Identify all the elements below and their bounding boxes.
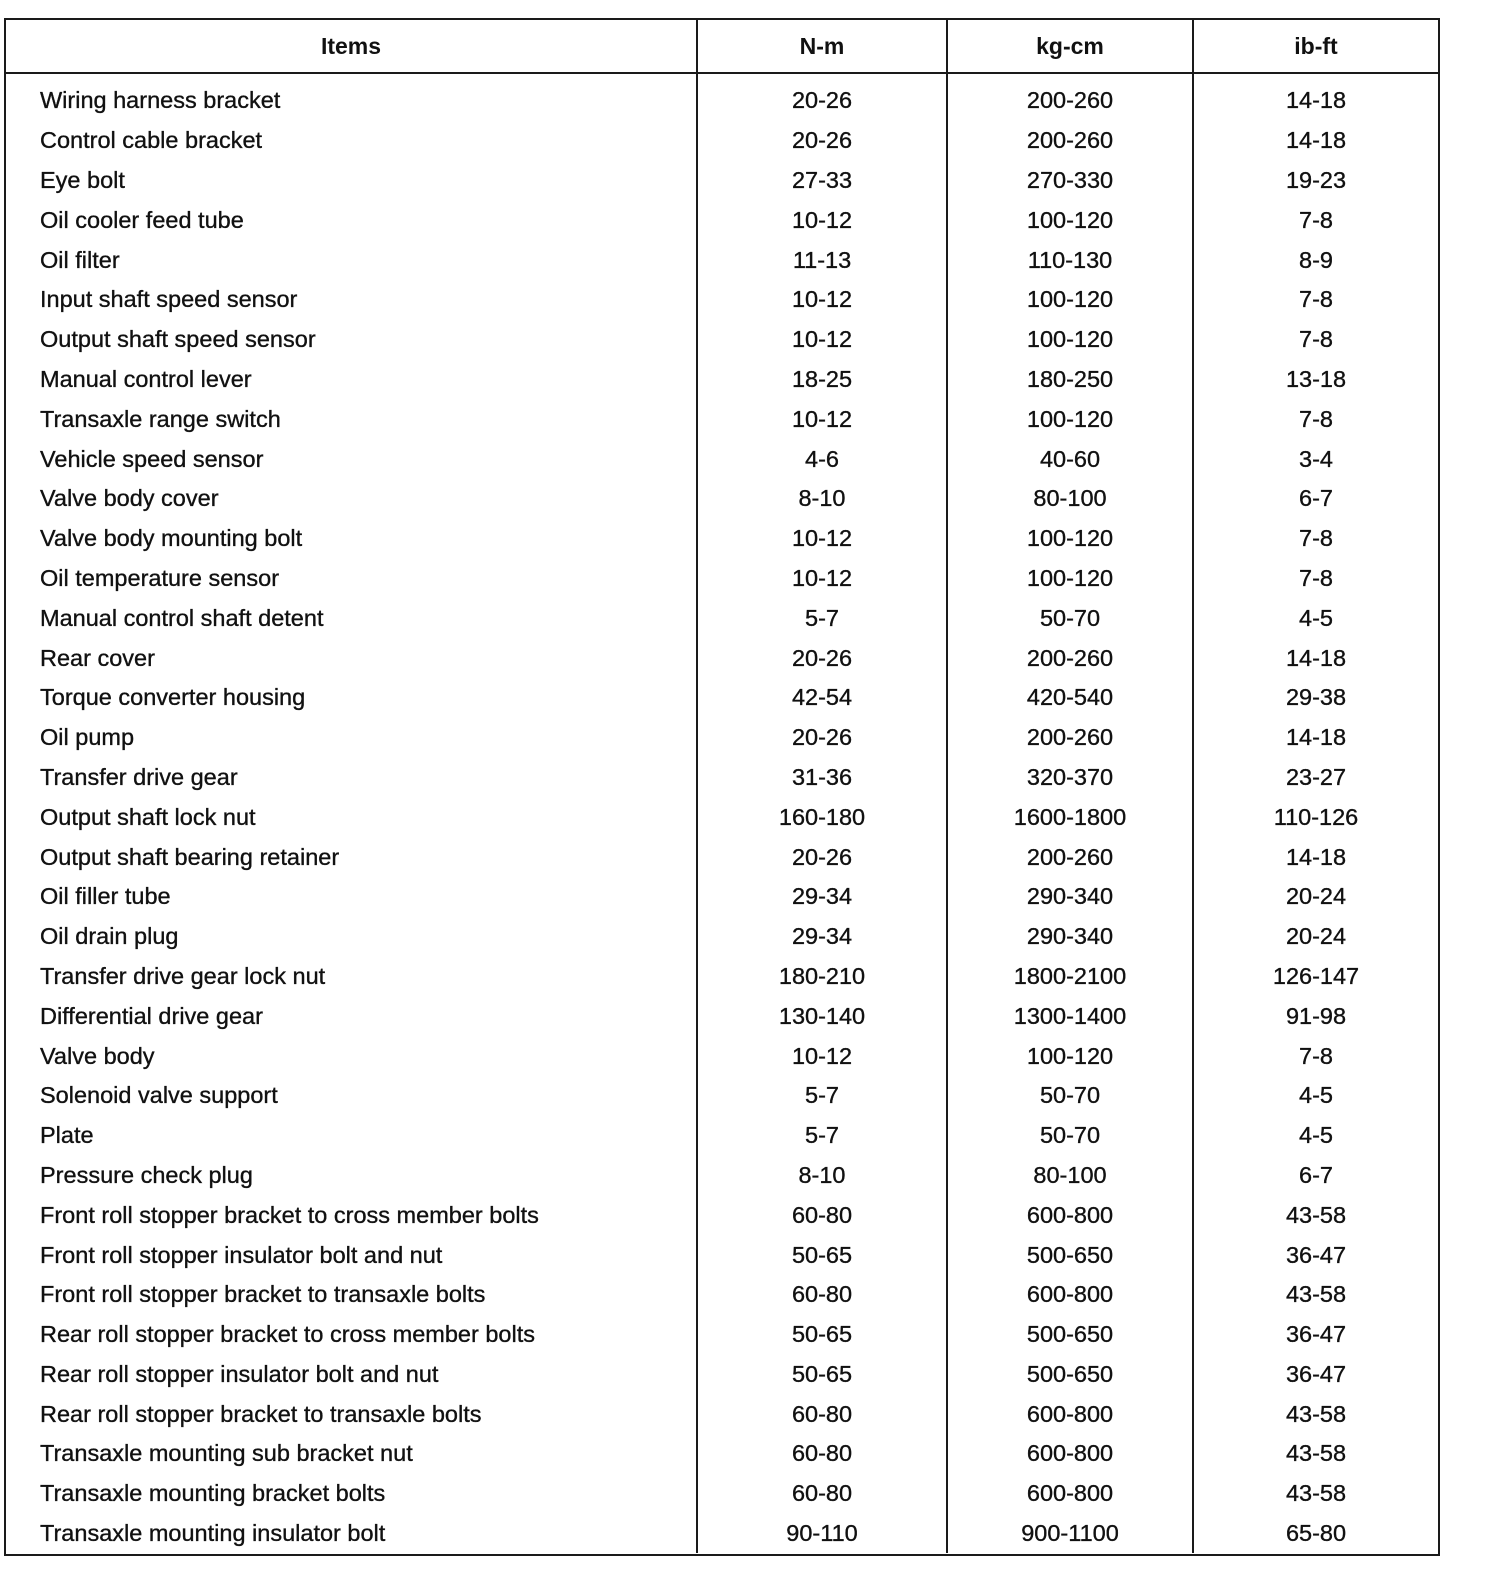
table-row bbox=[6, 161, 1438, 201]
cell-kg-cm: 320-370 bbox=[947, 758, 1193, 798]
cell-n-m: 5-7 bbox=[697, 1076, 947, 1116]
table-row bbox=[6, 1355, 1438, 1395]
cell-item: Transaxle range switch bbox=[40, 405, 281, 432]
cell-item: Transaxle mounting sub bracket nut bbox=[40, 1440, 413, 1467]
cell-kg-cm: 40-60 bbox=[947, 439, 1193, 479]
table-row bbox=[6, 917, 1438, 957]
cell-lb-ft: 43-58 bbox=[1193, 1195, 1438, 1235]
cell-n-m: 60-80 bbox=[697, 1474, 947, 1514]
cell-lb-ft: 29-38 bbox=[1193, 678, 1438, 718]
table-row bbox=[6, 479, 1438, 519]
cell-item: Output shaft lock nut bbox=[40, 803, 256, 830]
table-row bbox=[6, 1474, 1438, 1514]
cell-kg-cm: 500-650 bbox=[947, 1315, 1193, 1355]
table-row bbox=[6, 240, 1438, 280]
cell-n-m: 130-140 bbox=[697, 996, 947, 1036]
cell-kg-cm: 290-340 bbox=[947, 877, 1193, 917]
cell-kg-cm: 900-1100 bbox=[947, 1514, 1193, 1554]
cell-item: Rear roll stopper insulator bolt and nut bbox=[40, 1360, 439, 1387]
cell-lb-ft: 7-8 bbox=[1193, 519, 1438, 559]
cell-item: Rear roll stopper bracket to cross member bolts bbox=[40, 1321, 535, 1348]
cell-kg-cm: 1300-1400 bbox=[947, 996, 1193, 1036]
cell-n-m: 20-26 bbox=[697, 121, 947, 161]
cell-lb-ft: 6-7 bbox=[1193, 479, 1438, 519]
cell-item: Input shaft speed sensor bbox=[40, 286, 298, 313]
cell-lb-ft: 6-7 bbox=[1193, 1156, 1438, 1196]
cell-n-m: 60-80 bbox=[697, 1195, 947, 1235]
cell-n-m: 27-33 bbox=[697, 161, 947, 201]
cell-item: Control cable bracket bbox=[40, 127, 263, 154]
cell-lb-ft: 14-18 bbox=[1193, 837, 1438, 877]
cell-n-m: 5-7 bbox=[697, 1116, 947, 1156]
cell-kg-cm: 50-70 bbox=[947, 1116, 1193, 1156]
table-row bbox=[6, 1156, 1438, 1196]
cell-item: Wiring harness bracket bbox=[40, 87, 281, 114]
table-row bbox=[6, 439, 1438, 479]
cell-n-m: 8-10 bbox=[697, 1156, 947, 1196]
table-row bbox=[6, 519, 1438, 559]
cell-item: Valve body cover bbox=[40, 485, 219, 512]
cell-n-m: 180-210 bbox=[697, 957, 947, 997]
cell-n-m: 10-12 bbox=[697, 399, 947, 439]
table-row bbox=[6, 996, 1438, 1036]
cell-lb-ft: 14-18 bbox=[1193, 718, 1438, 758]
cell-item: Oil filter bbox=[40, 246, 120, 273]
cell-kg-cm: 600-800 bbox=[947, 1394, 1193, 1434]
cell-item: Pressure check plug bbox=[40, 1161, 253, 1188]
cell-lb-ft: 7-8 bbox=[1193, 559, 1438, 599]
cell-kg-cm: 200-260 bbox=[947, 638, 1193, 678]
table-row bbox=[6, 73, 1438, 121]
cell-n-m: 29-34 bbox=[697, 917, 947, 957]
column-header-lb-ft: ib-ft bbox=[1193, 20, 1438, 73]
table-row bbox=[6, 320, 1438, 360]
cell-lb-ft: 20-24 bbox=[1193, 877, 1438, 917]
cell-n-m: 31-36 bbox=[697, 758, 947, 798]
cell-item: Front roll stopper bracket to transaxle bolts bbox=[40, 1281, 486, 1308]
cell-kg-cm: 100-120 bbox=[947, 559, 1193, 599]
cell-lb-ft: 110-126 bbox=[1193, 797, 1438, 837]
table-row bbox=[6, 1275, 1438, 1315]
cell-kg-cm: 100-120 bbox=[947, 1036, 1193, 1076]
cell-kg-cm: 270-330 bbox=[947, 161, 1193, 201]
cell-kg-cm: 100-120 bbox=[947, 200, 1193, 240]
table-header-row bbox=[6, 20, 1438, 73]
cell-item: Front roll stopper bracket to cross member bolts bbox=[40, 1201, 539, 1228]
cell-n-m: 20-26 bbox=[697, 837, 947, 877]
table-row bbox=[6, 200, 1438, 240]
cell-item: Oil filler tube bbox=[40, 883, 171, 910]
cell-kg-cm: 100-120 bbox=[947, 519, 1193, 559]
cell-lb-ft: 126-147 bbox=[1193, 957, 1438, 997]
cell-item: Front roll stopper insulator bolt and nut bbox=[40, 1241, 443, 1268]
cell-kg-cm: 1800-2100 bbox=[947, 957, 1193, 997]
cell-kg-cm: 290-340 bbox=[947, 917, 1193, 957]
cell-kg-cm: 600-800 bbox=[947, 1195, 1193, 1235]
cell-lb-ft: 14-18 bbox=[1193, 73, 1438, 121]
column-header-n-m: N-m bbox=[697, 20, 947, 73]
table-body bbox=[6, 73, 1438, 1553]
cell-n-m: 10-12 bbox=[697, 1036, 947, 1076]
cell-lb-ft: 8-9 bbox=[1193, 240, 1438, 280]
cell-lb-ft: 20-24 bbox=[1193, 917, 1438, 957]
torque-spec-table-frame bbox=[4, 18, 1440, 1556]
cell-kg-cm: 50-70 bbox=[947, 1076, 1193, 1116]
cell-item: Transaxle mounting bracket bolts bbox=[40, 1480, 386, 1507]
cell-lb-ft: 23-27 bbox=[1193, 758, 1438, 798]
table-row bbox=[6, 837, 1438, 877]
cell-lb-ft: 4-5 bbox=[1193, 1116, 1438, 1156]
cell-kg-cm: 500-650 bbox=[947, 1235, 1193, 1275]
table-row bbox=[6, 1116, 1438, 1156]
cell-kg-cm: 200-260 bbox=[947, 73, 1193, 121]
cell-n-m: 60-80 bbox=[697, 1394, 947, 1434]
cell-n-m: 42-54 bbox=[697, 678, 947, 718]
cell-n-m: 50-65 bbox=[697, 1315, 947, 1355]
cell-lb-ft: 13-18 bbox=[1193, 360, 1438, 400]
cell-kg-cm: 80-100 bbox=[947, 1156, 1193, 1196]
cell-item: Vehicle speed sensor bbox=[40, 445, 264, 472]
table-row bbox=[6, 121, 1438, 161]
cell-kg-cm: 500-650 bbox=[947, 1355, 1193, 1395]
cell-item: Oil drain plug bbox=[40, 923, 179, 950]
cell-n-m: 90-110 bbox=[697, 1514, 947, 1554]
table-row bbox=[6, 797, 1438, 837]
cell-lb-ft: 65-80 bbox=[1193, 1514, 1438, 1554]
table-row bbox=[6, 1394, 1438, 1434]
cell-n-m: 50-65 bbox=[697, 1355, 947, 1395]
cell-lb-ft: 7-8 bbox=[1193, 280, 1438, 320]
torque-spec-table bbox=[6, 20, 1438, 1553]
cell-n-m: 160-180 bbox=[697, 797, 947, 837]
cell-kg-cm: 1600-1800 bbox=[947, 797, 1193, 837]
cell-lb-ft: 7-8 bbox=[1193, 399, 1438, 439]
table-row bbox=[6, 280, 1438, 320]
table-row bbox=[6, 1434, 1438, 1474]
cell-lb-ft: 3-4 bbox=[1193, 439, 1438, 479]
cell-n-m: 10-12 bbox=[697, 320, 947, 360]
cell-item: Transfer drive gear lock nut bbox=[40, 962, 326, 989]
cell-kg-cm: 180-250 bbox=[947, 360, 1193, 400]
cell-kg-cm: 200-260 bbox=[947, 121, 1193, 161]
table-row bbox=[6, 957, 1438, 997]
cell-lb-ft: 43-58 bbox=[1193, 1474, 1438, 1514]
cell-item: Oil temperature sensor bbox=[40, 564, 280, 591]
cell-n-m: 10-12 bbox=[697, 280, 947, 320]
cell-item: Oil cooler feed tube bbox=[40, 206, 244, 233]
cell-lb-ft: 7-8 bbox=[1193, 1036, 1438, 1076]
cell-lb-ft: 4-5 bbox=[1193, 1076, 1438, 1116]
cell-item: Transaxle mounting insulator bolt bbox=[40, 1520, 386, 1547]
table-row bbox=[6, 559, 1438, 599]
cell-lb-ft: 36-47 bbox=[1193, 1235, 1438, 1275]
table-row bbox=[6, 1195, 1438, 1235]
cell-lb-ft: 36-47 bbox=[1193, 1355, 1438, 1395]
cell-n-m: 10-12 bbox=[697, 559, 947, 599]
cell-lb-ft: 7-8 bbox=[1193, 320, 1438, 360]
table-row bbox=[6, 360, 1438, 400]
cell-lb-ft: 43-58 bbox=[1193, 1394, 1438, 1434]
cell-n-m: 29-34 bbox=[697, 877, 947, 917]
cell-n-m: 20-26 bbox=[697, 73, 947, 121]
cell-item: Output shaft speed sensor bbox=[40, 326, 316, 353]
cell-item: Rear roll stopper bracket to transaxle bolts bbox=[40, 1400, 482, 1427]
cell-n-m: 60-80 bbox=[697, 1275, 947, 1315]
cell-kg-cm: 600-800 bbox=[947, 1434, 1193, 1474]
cell-item: Plate bbox=[40, 1122, 94, 1149]
cell-item: Valve body bbox=[40, 1042, 155, 1069]
cell-n-m: 50-65 bbox=[697, 1235, 947, 1275]
cell-n-m: 10-12 bbox=[697, 200, 947, 240]
cell-n-m: 8-10 bbox=[697, 479, 947, 519]
cell-item: Eye bolt bbox=[40, 166, 125, 193]
cell-lb-ft: 14-18 bbox=[1193, 121, 1438, 161]
table-row bbox=[6, 1315, 1438, 1355]
cell-item: Torque converter housing bbox=[40, 684, 306, 711]
cell-n-m: 4-6 bbox=[697, 439, 947, 479]
cell-lb-ft: 36-47 bbox=[1193, 1315, 1438, 1355]
cell-item: Differential drive gear bbox=[40, 1002, 263, 1029]
cell-kg-cm: 420-540 bbox=[947, 678, 1193, 718]
cell-kg-cm: 80-100 bbox=[947, 479, 1193, 519]
table-row bbox=[6, 638, 1438, 678]
cell-lb-ft: 19-23 bbox=[1193, 161, 1438, 201]
cell-item: Output shaft bearing retainer bbox=[40, 843, 340, 870]
cell-kg-cm: 200-260 bbox=[947, 837, 1193, 877]
column-header-kg-cm: kg-cm bbox=[947, 20, 1193, 73]
cell-lb-ft: 43-58 bbox=[1193, 1434, 1438, 1474]
cell-n-m: 10-12 bbox=[697, 519, 947, 559]
cell-kg-cm: 50-70 bbox=[947, 598, 1193, 638]
cell-n-m: 60-80 bbox=[697, 1434, 947, 1474]
cell-lb-ft: 14-18 bbox=[1193, 638, 1438, 678]
table-row bbox=[6, 1076, 1438, 1116]
table-row bbox=[6, 399, 1438, 439]
cell-n-m: 20-26 bbox=[697, 638, 947, 678]
cell-lb-ft: 7-8 bbox=[1193, 200, 1438, 240]
cell-kg-cm: 600-800 bbox=[947, 1474, 1193, 1514]
column-header-items: Items bbox=[6, 20, 697, 73]
cell-kg-cm: 200-260 bbox=[947, 718, 1193, 758]
cell-item: Rear cover bbox=[40, 644, 155, 671]
cell-kg-cm: 100-120 bbox=[947, 320, 1193, 360]
cell-item: Oil pump bbox=[40, 724, 135, 751]
table-row bbox=[6, 598, 1438, 638]
cell-lb-ft: 91-98 bbox=[1193, 996, 1438, 1036]
cell-item: Manual control lever bbox=[40, 365, 252, 392]
cell-kg-cm: 100-120 bbox=[947, 399, 1193, 439]
table-row bbox=[6, 1036, 1438, 1076]
cell-n-m: 5-7 bbox=[697, 598, 947, 638]
table-row bbox=[6, 1514, 1438, 1554]
table-row bbox=[6, 678, 1438, 718]
cell-kg-cm: 600-800 bbox=[947, 1275, 1193, 1315]
cell-item: Valve body mounting bolt bbox=[40, 525, 303, 552]
table-row bbox=[6, 718, 1438, 758]
cell-item: Transfer drive gear bbox=[40, 763, 238, 790]
cell-n-m: 20-26 bbox=[697, 718, 947, 758]
cell-item: Solenoid valve support bbox=[40, 1082, 278, 1109]
cell-lb-ft: 43-58 bbox=[1193, 1275, 1438, 1315]
cell-kg-cm: 100-120 bbox=[947, 280, 1193, 320]
cell-kg-cm: 110-130 bbox=[947, 240, 1193, 280]
cell-item: Manual control shaft detent bbox=[40, 604, 324, 631]
cell-n-m: 11-13 bbox=[697, 240, 947, 280]
cell-lb-ft: 4-5 bbox=[1193, 598, 1438, 638]
table-row bbox=[6, 1235, 1438, 1275]
table-row bbox=[6, 877, 1438, 917]
table-row bbox=[6, 758, 1438, 798]
cell-n-m: 18-25 bbox=[697, 360, 947, 400]
